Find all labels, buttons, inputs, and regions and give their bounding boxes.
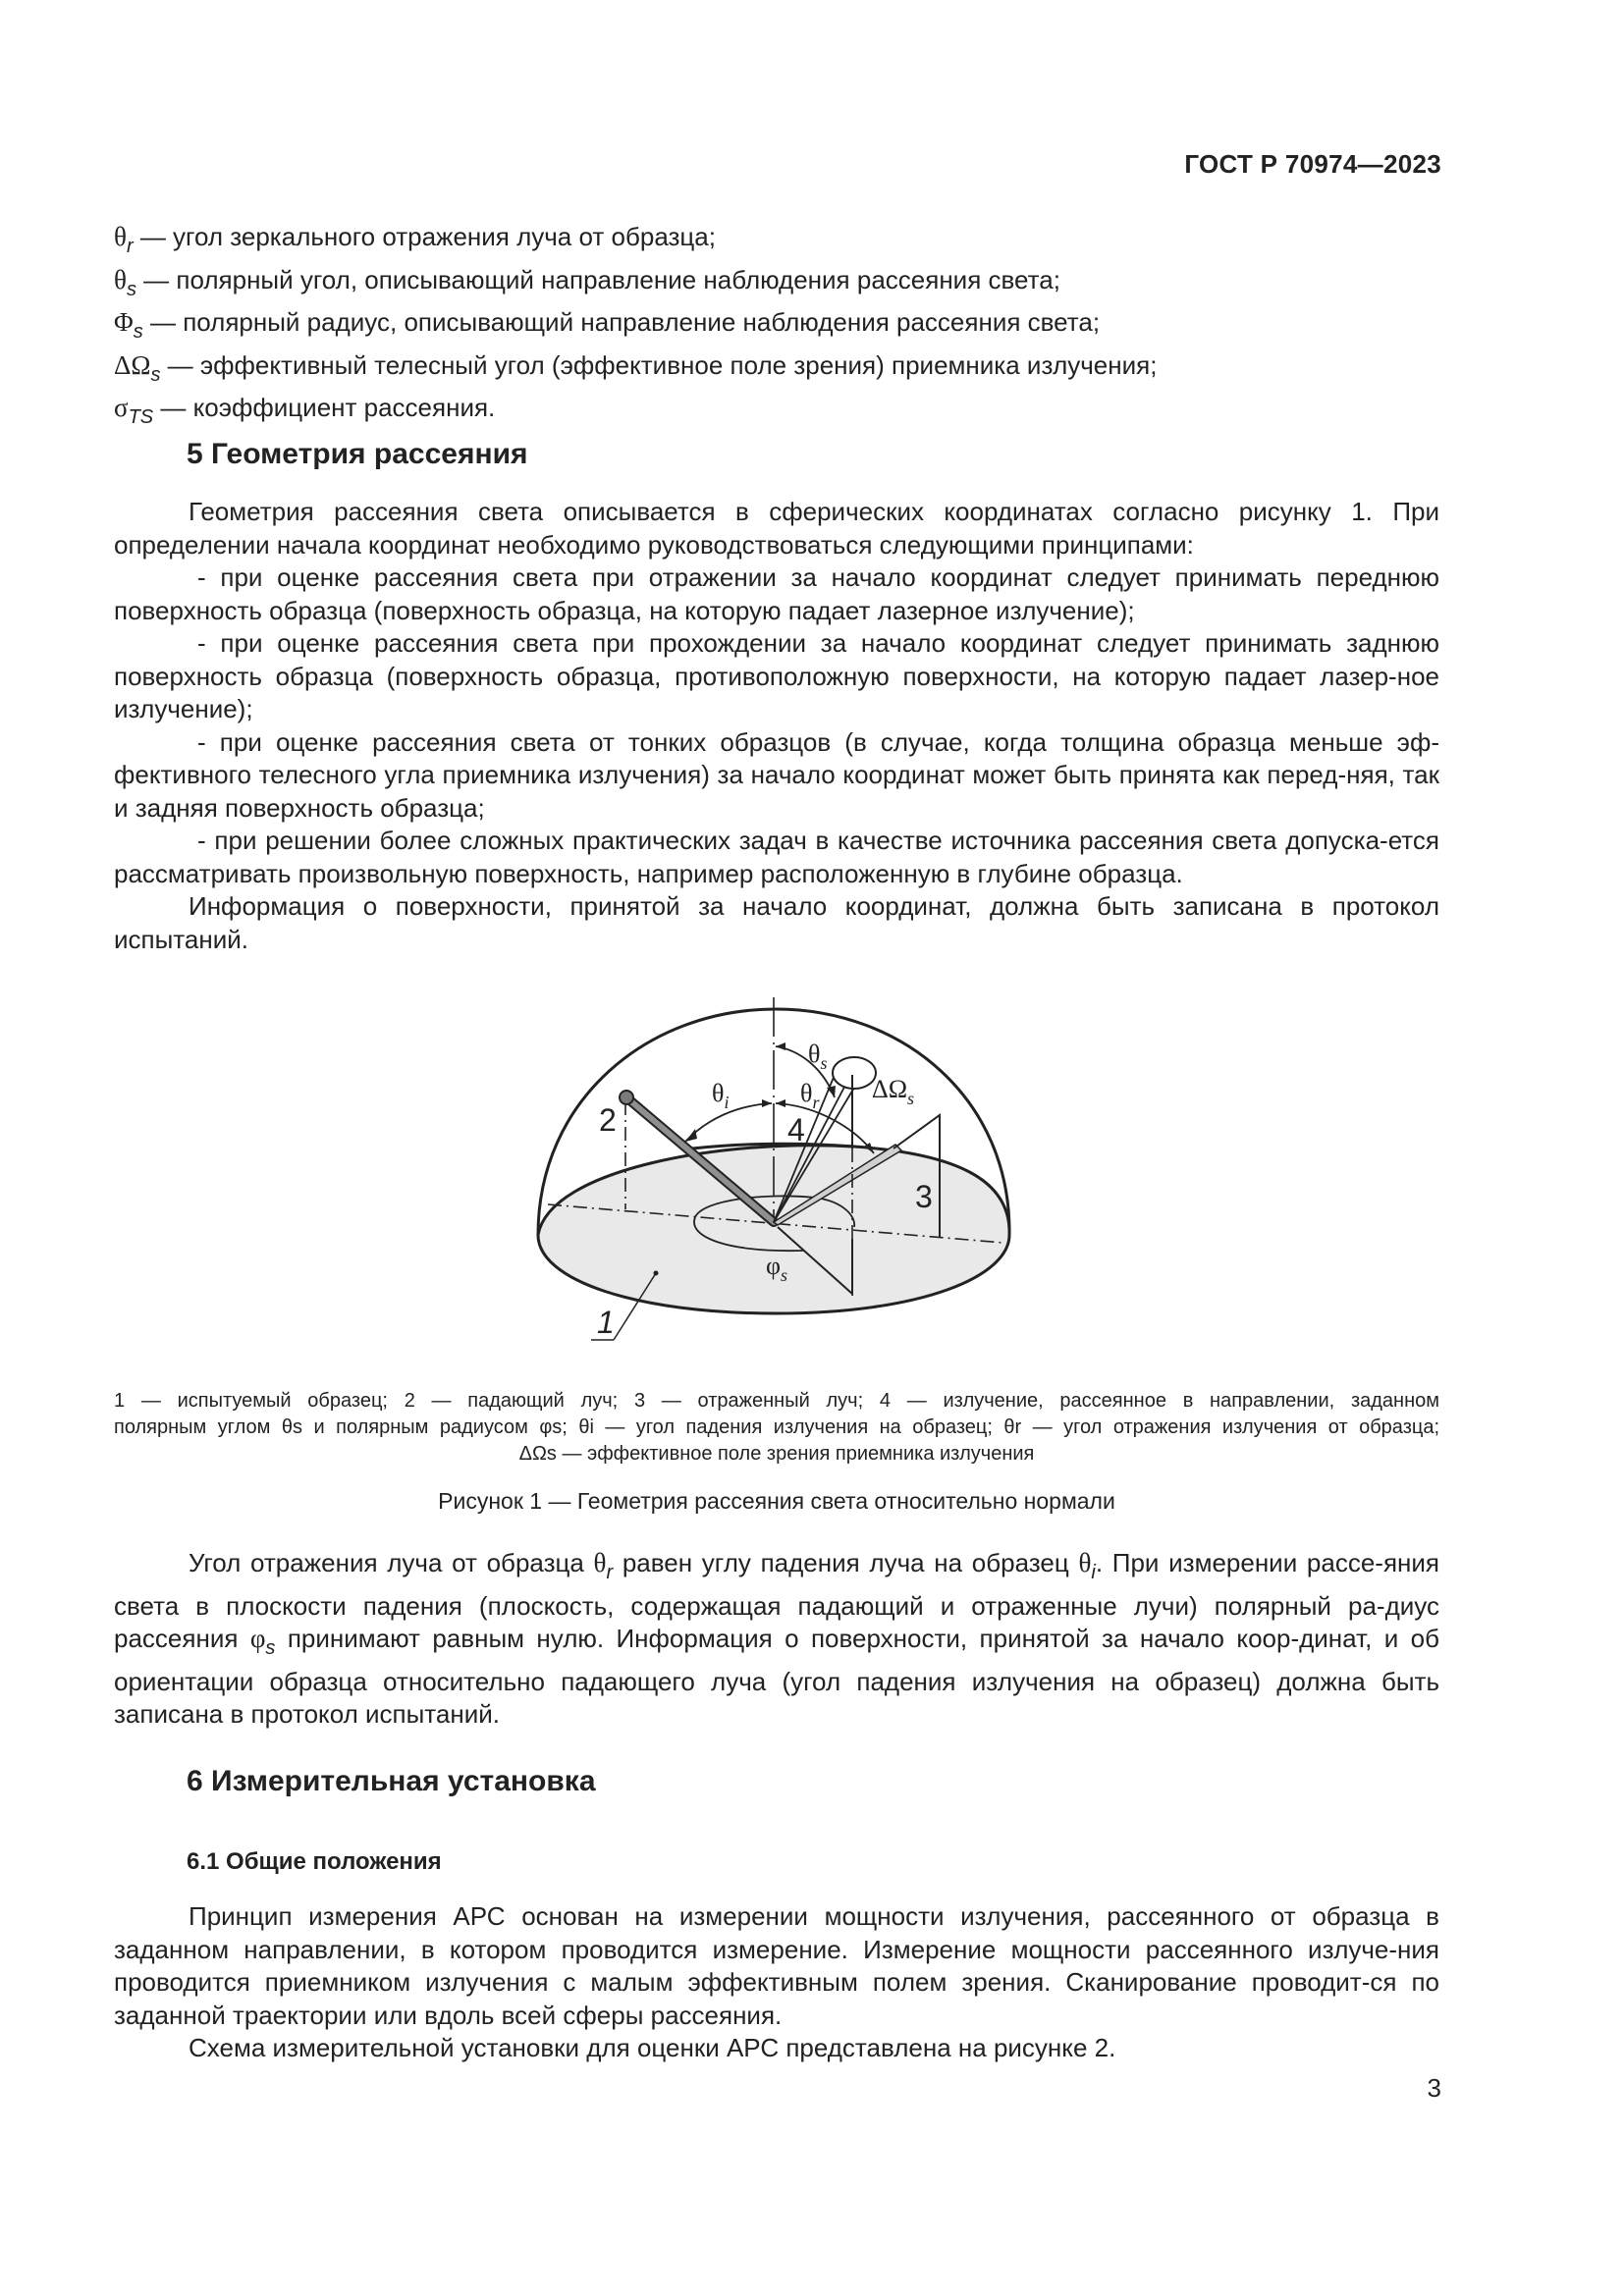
legend-line-2: полярным углом θs и полярным радиусом φs; θi — угол падения излучения на образец; θr — угол отражения излучения от образца; xyxy=(114,1416,1439,1438)
section-5-intro: Геометрия рассеяния света описывается в сферических координатах согласно рисунку 1. При определении начала координат необходимо руководствоваться следующими принципами: xyxy=(114,497,1439,560)
figure-1-scattering-geometry xyxy=(530,982,1041,1374)
symbol-def-theta-r: $\theta_r$ — угол зеркального отражения луча от образца; xyxy=(114,222,716,257)
document-id-header: ГОСТ Р 70974—2023 xyxy=(1184,149,1441,179)
label-theta-s: $\theta_s$ xyxy=(808,1040,828,1073)
page-number: 3 xyxy=(1427,2073,1441,2103)
symbol-def-sigma-ts: $\sigma_{TS}$ — коэффициент рассеяния. xyxy=(114,393,496,428)
section-5-title: 5 Геометрия рассеяния xyxy=(187,438,528,470)
section-6-title: 6 Измерительная установка xyxy=(187,1765,596,1797)
section-5-closing: Информация о поверхности, принятой за начало координат, должна быть записана в протокол испытаний. xyxy=(114,891,1439,954)
figure-1-caption: Рисунок 1 — Геометрия рассеяния света относительно нормали xyxy=(438,1488,1115,1514)
legend-line-3: ΔΩs — эффективное поле зрения приемника излучения xyxy=(518,1443,1035,1465)
label-phi-s: $\varphi_s$ xyxy=(766,1252,788,1285)
symbol-def-theta-s: $\theta_s$ — полярный угол, описывающий направление наблюдения рассеяния света; xyxy=(114,264,1060,300)
symbol-def-phi-s: $\Phi_s$ — полярный радиус, описывающий направление наблюдения рассеяния света; xyxy=(114,307,1101,343)
detector-aperture xyxy=(833,1057,876,1089)
label-2-incident: 2 xyxy=(599,1102,617,1138)
bullet-transmission: - при оценке рассеяния света при прохождении за начало координат следует принимать заднюю поверхность образца (поверхность образца, противоположную поверхности, на которую падает лазер-ное излучение); xyxy=(114,628,1439,723)
section-6-1-body xyxy=(114,1900,1439,2065)
label-3-reflected: 3 xyxy=(915,1179,933,1214)
bullet-thin-samples: - при оценке рассеяния света от тонких образцов (в случае, когда толщина образца меньше эф-фективного телесного угла приемника излучения) за начало координат может быть принята как перед-няя, так и задняя поверхность образца; xyxy=(114,726,1439,823)
setup-reference-paragraph: Схема измерительной установки для оценки АРС представлена на рисунке 2. xyxy=(189,2033,1116,2062)
bullet-reflection: - при оценке рассеяния света при отражении за начало координат следует принимать переднюю поверхность образца (поверхность образца, на которую падает лазерное излучение); xyxy=(114,562,1439,625)
bullet-complex-tasks: - при решении более сложных практических задач в качестве источника рассеяния света допуска-ется рассматривать произвольную поверхность, например расположенную в глубине образца. xyxy=(114,826,1439,888)
label-delta-omega-s: $\Delta\Omega_s$ xyxy=(872,1075,915,1108)
label-1-sample: 1 xyxy=(597,1305,615,1340)
reflection-angle-paragraph: Угол отражения луча от образца $\theta_r$ равен углу падения луча на образец $\theta_i$. При измерении рассе-яния света в плоскости падения (плоскость, содержащая падающий и отраженные лучи) полярный ра-диус рассеяния $\varphi_s$ принимают равным нулю. Информация о поверхности, принятой за начало коор-динат, и об ориентации образца относительно падающего луча (угол падения излучения на образец) должна быть записана в протокол испытаний. xyxy=(114,1548,1440,1729)
label-theta-r: $\theta_r$ xyxy=(800,1079,820,1112)
section-5-body xyxy=(114,496,1439,956)
label-theta-i: $\theta_i$ xyxy=(712,1079,730,1112)
hemisphere-diagram xyxy=(530,982,1041,1374)
legend-line-1: 1 — испытуемый образец; 2 — падающий луч; 3 — отраженный луч; 4 — излучение, рассеянное в направлении, заданном xyxy=(114,1390,1439,1412)
after-figure-text xyxy=(114,1547,1439,1732)
figure-1-legend xyxy=(114,1388,1439,1468)
symbol-def-delta-omega-s: $\Delta\Omega_s$ — эффективный телесный угол (эффективное поле зрения) приемника излучения; xyxy=(114,349,1158,386)
symbol-definitions xyxy=(114,221,1439,435)
label-4-scattered: 4 xyxy=(787,1112,805,1148)
measurement-principle-paragraph: Принцип измерения АРС основан на измерении мощности излучения, рассеянного от образца в заданном направлении, в котором проводится измерение. Измерение мощности рассеянного излуче-ния проводится приемником излучения с малым эффективным полем зрения. Сканирование проводит-ся по заданной траектории или вдоль всей сферы рассеяния. xyxy=(114,1901,1439,2030)
section-6-1-title: 6.1 Общие положения xyxy=(187,1848,442,1875)
